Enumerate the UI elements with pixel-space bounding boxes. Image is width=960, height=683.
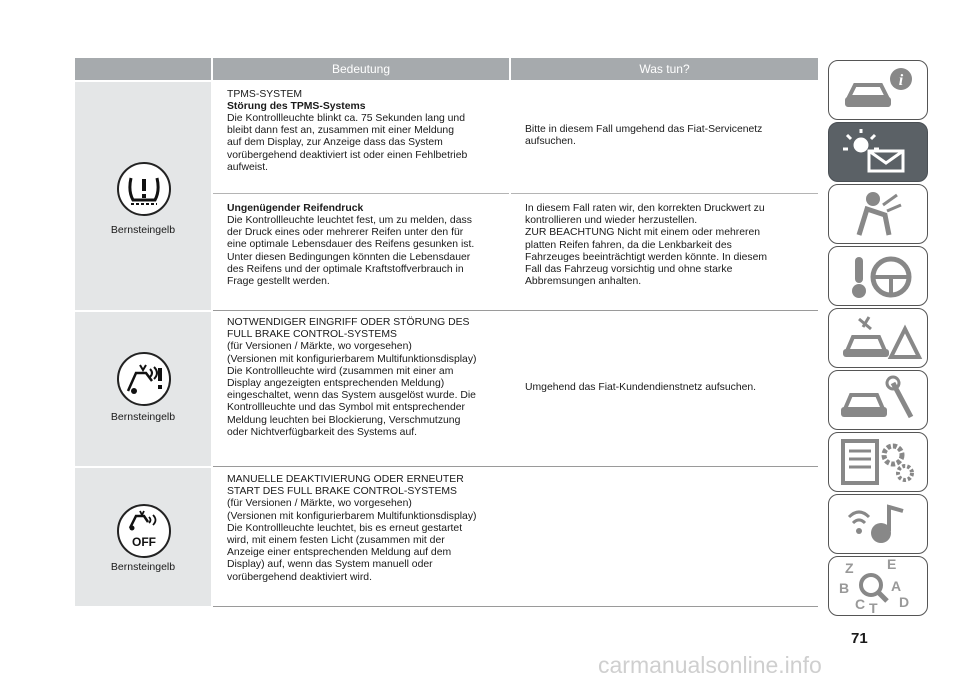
index-letter-a: A <box>891 578 902 594</box>
starting-driving-icon <box>829 247 927 305</box>
page-number: 71 <box>851 630 868 647</box>
index-letter-b: B <box>839 580 850 596</box>
index-letter-d: D <box>899 594 910 610</box>
brake-control-failure-icon <box>116 351 172 407</box>
off-text: OFF <box>132 535 156 549</box>
emergency-icon <box>829 309 927 367</box>
multimedia-icon <box>829 495 927 553</box>
side-tab-index[interactable] <box>828 556 928 616</box>
side-tab-driving[interactable] <box>828 246 928 306</box>
row1-sub-divider <box>213 193 509 194</box>
svg-text:i: i <box>898 72 904 89</box>
row3-meaning-text: MANUELLE DEAKTIVIERUNG ODER ERNEUTER START DES FULL BRAKE CONTROL-SYSTEMS (für Versionen / Märkte, wo vorgesehen) (Versionen mit konfigurierbarem Multifunktionsdisplay) Die Kontrollleuchte leuchtet, bis es erneut gestartet wird, mit einem festen Licht (zusammen mit der Anzeige einer entsprechenden Meldung auf dem Display) auf, wenn das System manuell oder vorübergehend deaktiviert wird. <box>227 474 477 583</box>
row1-action-text: Bitte in diesem Fall umgehend das Fiat-Servicenetz aufsuchen. <box>525 124 763 148</box>
row2-meaning-text: NOTWENDIGER EINGRIFF ODER STÖRUNG DES FULL BRAKE CONTROL-SYSTEMS (für Versionen / Märkte, wo vorgesehen) (Versionen mit konfigurierbarem Multifunktionsdisplay) Die Kontrollleuchte wird (zusammen mit einer am Display angezeigten entsprechenden Meldung) eingeschaltet, wenn das System ausgelöst wurde. Die Kontrollleuchte und das Symbol mit entsprechender Meldung leuchten bei Blockierung, Verschmutzung oder Nichtverfügbarkeit des Systems auf. <box>227 317 477 438</box>
index-icon <box>829 557 927 615</box>
row-divider-1 <box>213 310 818 311</box>
row1-sub2-heading: Ungenügender Reifendruck <box>227 203 364 214</box>
row1-meaning-heading: Störung des TPMS-Systems <box>227 101 366 112</box>
row2-color-label: Bernsteingelb <box>110 411 176 423</box>
maintenance-icon <box>829 371 927 429</box>
header-icon-column <box>75 58 211 80</box>
row2-action-text: Umgehend das Fiat-Kundendienstnetz aufsuchen. <box>525 382 757 393</box>
side-tab-car-info[interactable] <box>828 60 928 120</box>
row1-sub2-text: Die Kontrollleuchte leuchtet fest, um zu melden, dass der Druck eines oder mehrerer Reifen unter den für eine optimale Lebensdauer des Reifens gesunken ist. Unter diesen Bedingungen könnten die Lebensdauer des Reifens und der optimale Kraftstoffverbrauch in Frage gestellt werden. <box>227 215 475 288</box>
safety-airbag-icon <box>829 185 927 243</box>
header-action: Was tun? <box>511 58 818 80</box>
index-letter-c: C <box>855 596 866 612</box>
side-tab-safety[interactable] <box>828 184 928 244</box>
tpms-warning-icon <box>116 161 172 217</box>
side-tab-technical-data[interactable] <box>828 432 928 492</box>
index-letter-t: T <box>869 600 878 615</box>
watermark: carmanualsonline.info <box>598 652 822 678</box>
row1-sub2-action: In diesem Fall raten wir, den korrekten Druckwert zu kontrollieren und wieder herzustellen. ZUR BEACHTUNG Nicht mit einem oder mehreren platten Reifen fahren, da die Lenkbarkeit des Fahrzeuges beeinträchtigt werden könnte. In diesem Fall das Fahrzeug vorsichtig und ohne starke Abbremsungen anhalten. <box>525 203 768 288</box>
warning-lights-icon <box>829 123 927 181</box>
brake-control-off-icon <box>116 503 172 559</box>
row-divider-3 <box>213 606 818 607</box>
header-meaning: Bedeutung <box>213 58 509 80</box>
side-tab-maintenance[interactable] <box>828 370 928 430</box>
index-letter-z: Z <box>845 560 854 576</box>
side-tab-emergency[interactable] <box>828 308 928 368</box>
row1-color-label: Bernsteingelb <box>110 224 176 236</box>
row1-sub-divider-right <box>511 193 818 194</box>
side-tab-multimedia[interactable] <box>828 494 928 554</box>
row1-meaning-text: Die Kontrollleuchte blinkt ca. 75 Sekunden lang und bleibt dann fest an, zusammen mit einer Meldung auf dem Display, zur Anzeige dass das System vorübergehend deaktiviert ist oder einen Fehlbetrieb aufweist. <box>227 113 468 173</box>
technical-data-icon <box>829 433 927 491</box>
row1-meaning-title: TPMS-SYSTEM <box>227 89 303 100</box>
car-info-icon <box>829 61 927 119</box>
row-divider-2 <box>213 466 818 467</box>
row3-color-label: Bernsteingelb <box>110 561 176 573</box>
side-tab-warning-lights[interactable] <box>828 122 928 182</box>
index-letter-e: E <box>887 557 897 572</box>
